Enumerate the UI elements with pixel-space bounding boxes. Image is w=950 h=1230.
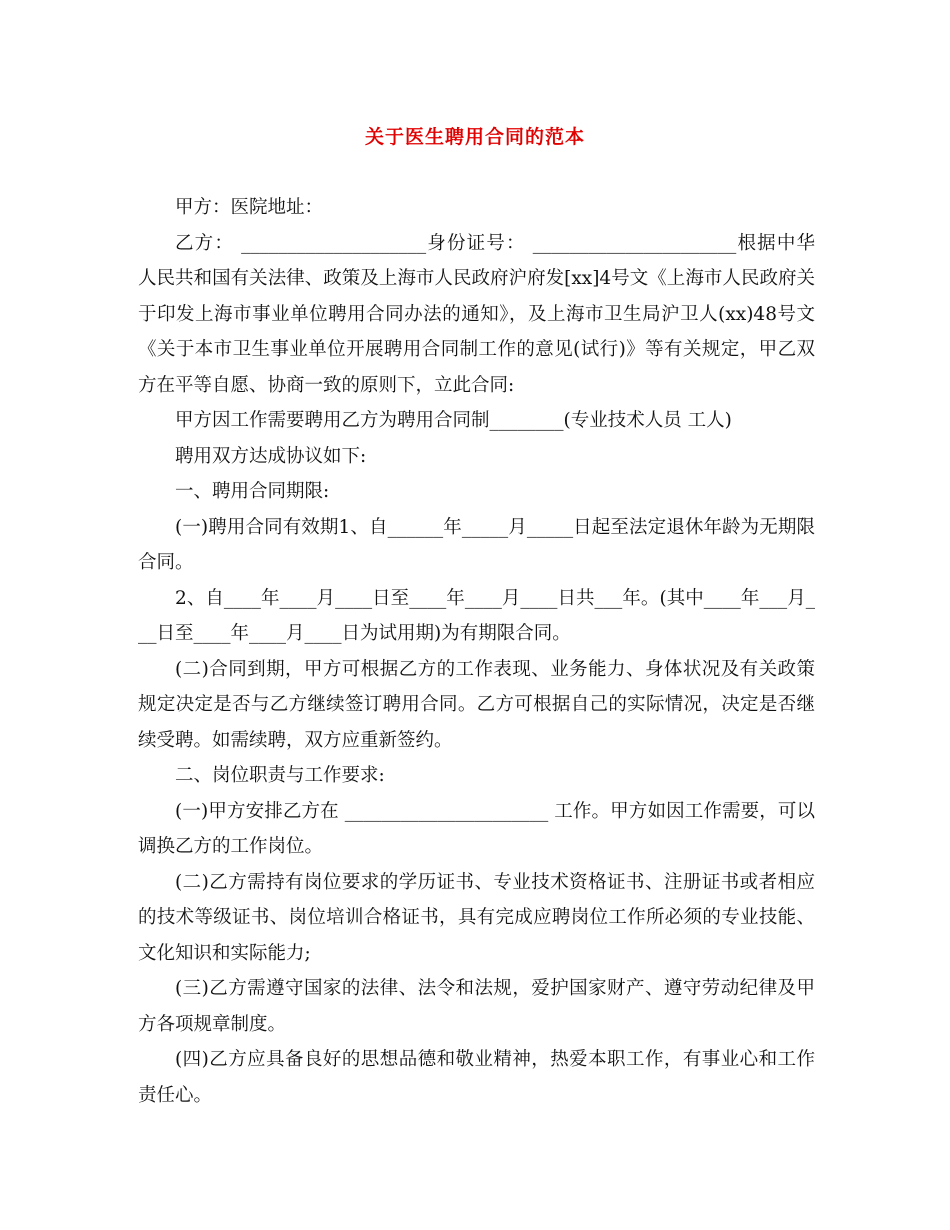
paragraph-party-b: 乙方： ____________________身份证号： ______________________根据中华人民共和国有关法律、政策及上海市人民政府沪府发[xx]4号文《上海市人民政府关于印发上海市事业单位聘用合同办法的通知》，及上海市卫生局沪卫人(xx)48号文《关于本市卫生事业单位开展聘用合同制工作的意见(试行)》等有关规定，甲乙双方在平等自愿、协商一致的原则下，立此合同: — [138, 232, 815, 396]
document-body — [138, 190, 815, 1113]
paragraph-term-2: 2、自____年____月____日至____年____月____日共___年。(其中____年___月___日至____年____月____日为试用期)为有期限合同。 — [138, 587, 815, 644]
paragraph-term-renewal: (二)合同到期，甲方可根据乙方的工作表现、业务能力、身体状况及有关政策规定决定是否与乙方继续签订聘用合同。乙方可根据自己的实际情况，决定是否继续受聘。如需续聘，双方应重新签约。 — [138, 658, 815, 751]
section-heading-term: 一、聘用合同期限: — [175, 481, 330, 502]
paragraph-employment-type: 甲方因工作需要聘用乙方为聘用合同制________(专业技术人员 工人) — [175, 410, 732, 431]
paragraph-duty-3: (三)乙方需遵守国家的法律、法令和法规，爱护国家财产、遵守劳动纪律及甲方各项规章制度。 — [138, 978, 815, 1035]
paragraph-agreement-intro: 聘用双方达成协议如下: — [175, 445, 367, 467]
document-title: 关于医生聘用合同的范本 — [364, 126, 585, 148]
paragraph-duty-2: (二)乙方需持有岗位要求的学历证书、专业技术资格证书、注册证书或者相应的技术等级证书、岗位培训合格证书，具有完成应聘岗位工作所必须的专业技能、文化知识和实际能力; — [138, 871, 815, 964]
paragraph-party-a: 甲方：医院地址： — [175, 197, 324, 218]
section-heading-duties: 二、岗位职责与工作要求: — [175, 765, 385, 786]
paragraph-duty-4: (四)乙方应具备良好的思想品德和敬业精神，热爱本职工作，有事业心和工作责任心。 — [138, 1049, 815, 1106]
paragraph-term-1: (一)聘用合同有效期1、自______年_____月_____日起至法定退休年龄为无期限合同。 — [138, 516, 815, 573]
paragraph-duty-1: (一)甲方安排乙方在 ______________________ 工作。甲方如因工作需要，可以调换乙方的工作岗位。 — [138, 800, 815, 857]
